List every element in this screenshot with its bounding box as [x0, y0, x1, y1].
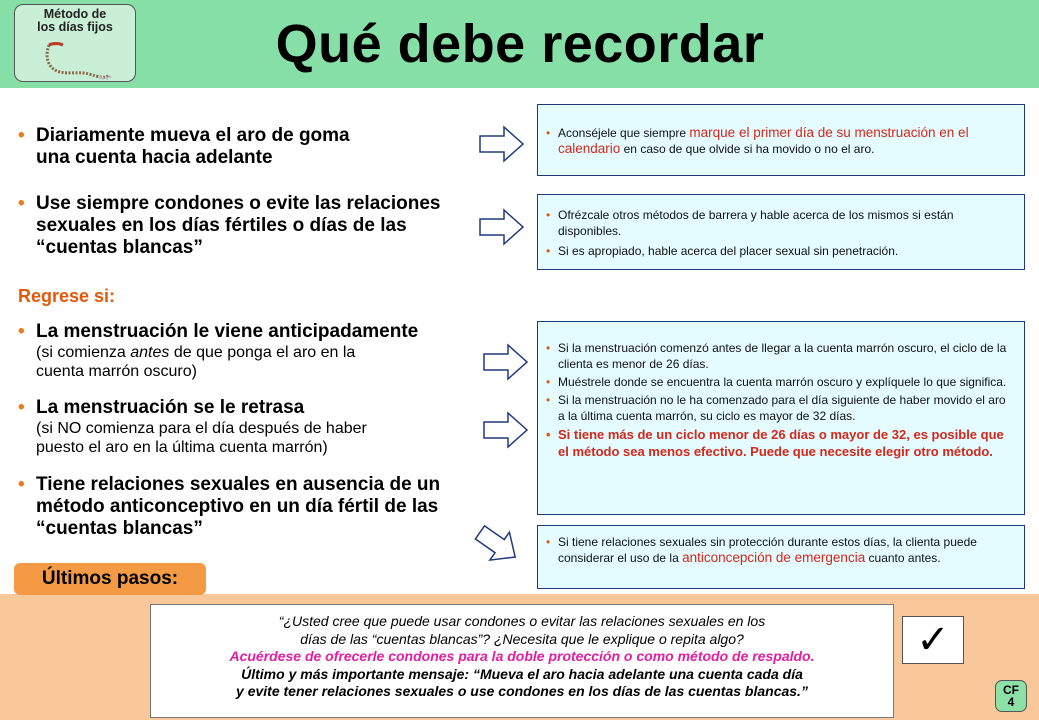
bullet-late-period: • La menstruación se le retrasa (si NO comienza para el día después de haber puesto el aro en la última cuenta marrón): [18, 397, 367, 456]
page-code-badge: CF 4: [995, 680, 1027, 712]
bullet-early-period: • La menstruación le viene anticipadamente (si comienza antes de que ponga el aro en la cuenta marrón oscuro): [18, 321, 419, 380]
bullet-dot: •: [18, 321, 25, 342]
advice-box-calendar: [537, 104, 1025, 176]
arrow-right-icon: [482, 410, 530, 450]
arrow-right-icon: [482, 342, 530, 382]
arrow-right-icon: [478, 207, 526, 247]
advice-item: • Aconséjele que siempre marque el primer día de su menstruación en el calendario en caso de que olvide si ha movido o no el aro.: [546, 125, 969, 156]
method-badge-label: Método de los días fijos: [37, 7, 113, 34]
advice-box-emergency: [537, 525, 1025, 589]
advice-item-warning: • Si tiene más de un ciclo menor de 26 días o mayor de 32, es posible que el método sea menos efectivo. Puede que necesite elegir otro método.: [546, 427, 1004, 459]
advice-item: • Muéstrele donde se encuentra la cuenta marrón oscuro y explíquele lo que significa.: [546, 375, 1007, 389]
arrow-down-right-icon: [472, 522, 524, 568]
final-line-key-message: Último y más importante mensaje: “Mueva el aro hacia adelante una cuenta cada día: [241, 665, 803, 682]
bullet-dot: •: [18, 193, 25, 214]
checkmark-icon: ✓: [902, 616, 964, 664]
bullet-dot: •: [18, 125, 25, 146]
advice-item: • Si tiene relaciones sexuales sin protección durante estos días, la clienta puede considerar el uso de la anticoncepción de emergencia cuanto antes.: [546, 535, 977, 565]
advice-item: • Si la menstruación no le ha comenzado para el día siguiente de haber movido el aro a la última cuenta marrón, su ciclo es mayor de 32 días.: [546, 393, 1006, 423]
bullet-move-ring: • Diariamente mueva el aro de goma una cuenta hacia adelante: [18, 125, 350, 168]
last-steps-label: Últimos pasos:: [14, 563, 206, 595]
cyclebeads-icon: [43, 41, 115, 81]
page-title: Qué debe recordar: [275, 14, 765, 74]
final-line-key-message: y evite tener relaciones sexuales o use condones en los días de las cuentas blancas.”: [236, 683, 808, 699]
final-message-box: [150, 604, 894, 718]
bullet-dot: •: [18, 397, 25, 418]
final-line-highlight: Acuérdese de ofrecerle condones para la doble protección o como método de respaldo.: [229, 648, 815, 664]
advice-item: • Si la menstruación comenzó antes de llegar a la cuenta marrón oscuro, el ciclo de la clienta es menor de 26 días.: [546, 341, 1007, 371]
advice-item: • Si es apropiado, hable acerca del placer sexual sin penetración.: [546, 244, 899, 258]
advice-item: • Ofrézcale otros métodos de barrera y hable acerca de los mismos si están disponibles.: [546, 208, 954, 238]
advice-box-cycle: [537, 321, 1025, 515]
bullet-use-condoms: • Use siempre condones o evite las relaciones sexuales en los días fértiles o días de las “cuentas blancas”: [18, 193, 441, 258]
advice-box-barrier: [537, 194, 1025, 270]
final-line: “¿Usted cree que puede usar condones o evitar las relaciones sexuales en los: [278, 613, 766, 629]
return-if-heading: Regrese si:: [18, 286, 116, 306]
bullet-dot: •: [18, 474, 25, 495]
bullet-unprotected-sex: • Tiene relaciones sexuales en ausencia de un método anticonceptivo en un día fértil de las “cuentas blancas”: [18, 474, 441, 539]
method-badge: [14, 4, 136, 82]
arrow-right-icon: [478, 124, 526, 164]
final-line: días de las “cuentas blancas”? ¿Necesita que le explique o repita algo?: [300, 630, 744, 647]
